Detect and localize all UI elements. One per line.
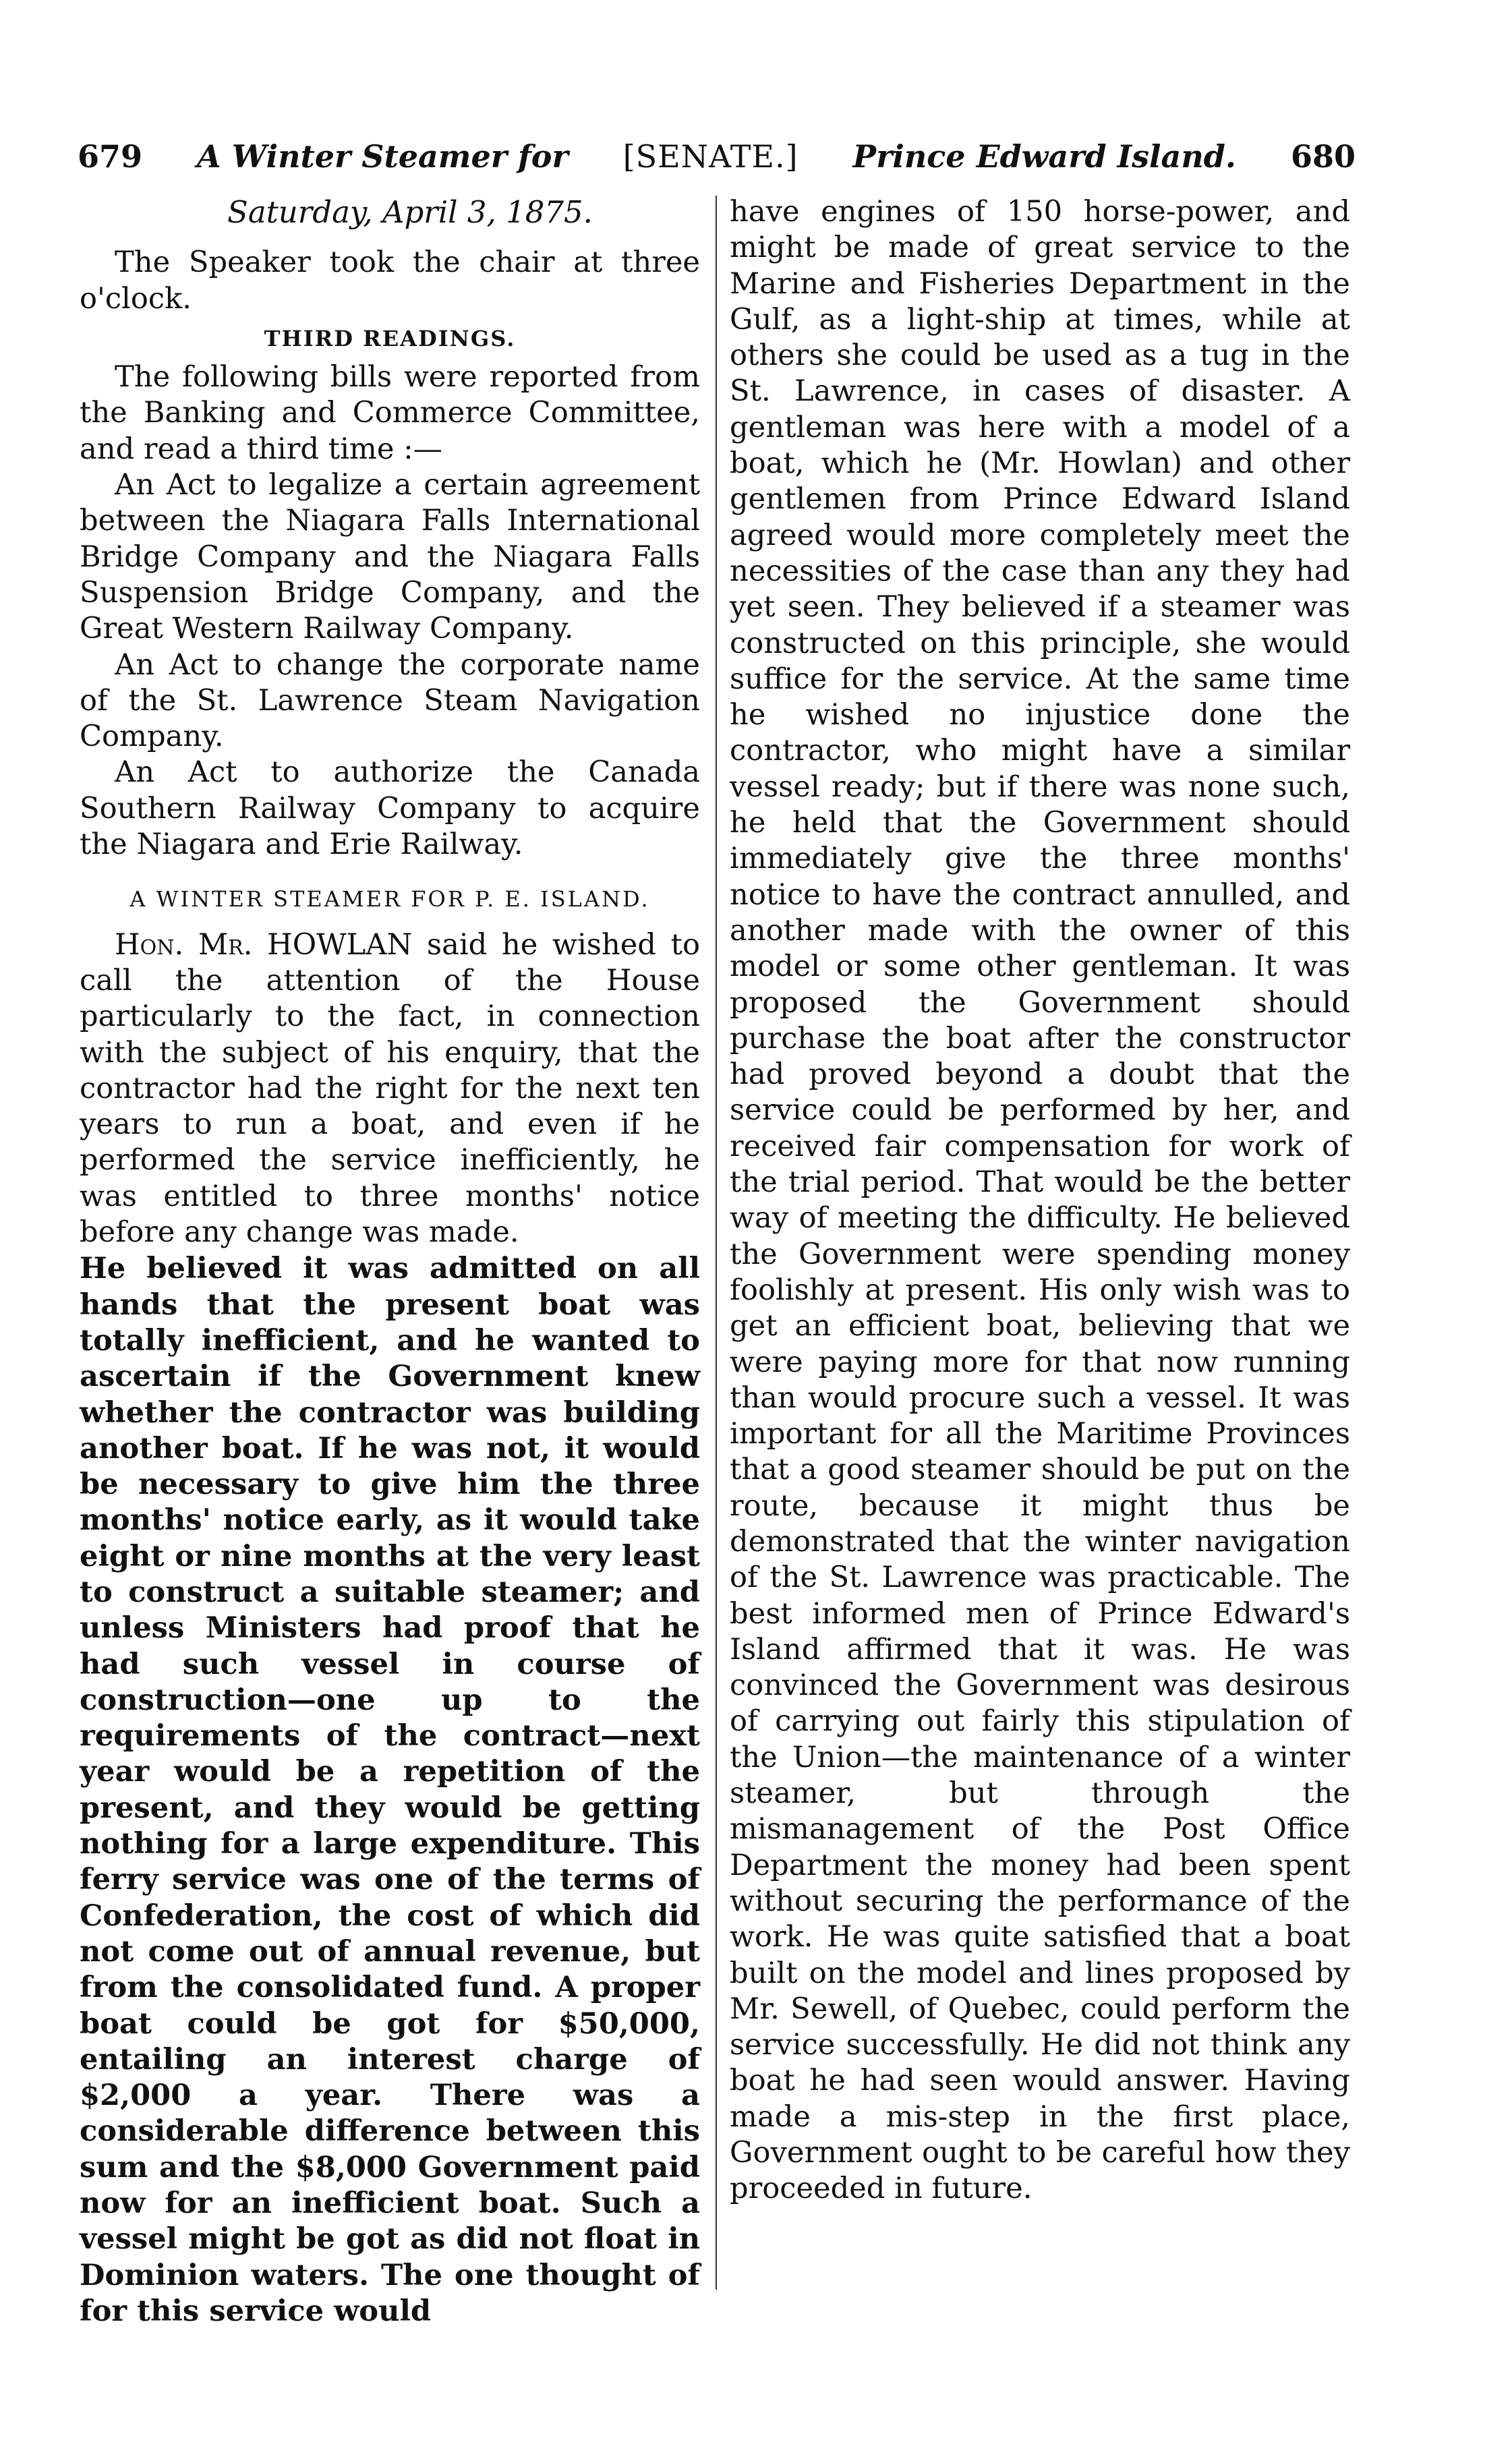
running-header	[78, 138, 1356, 185]
right-column	[730, 194, 1350, 2207]
left-column	[80, 194, 700, 2329]
paragraph-howlan-main: He believed it was admitted on all hands that the present boat was totally inefficient, and he wanted to ascertain if the Government knew whether the contractor was building another boat. If he was not, it would be necessary to give him the three months' notice early, as it would take eight or nine months at the very least to construct a suitable steamer; and unless Ministers had proof that he had such vessel in course of construction—one up to the requirements of the contract—next year would be a repetition of the present, and they would be getting nothing for a large expenditure. This ferry service was one of the terms of Confederation, the cost of which did not come out of annual revenue, but from the consolidated fund. A proper boat could be got for $50,000, entailing an interest charge of $2,000 a year. There was a considerable difference between this sum and the $8,000 Government paid now for an inefficient boat. Such a vessel might be got as did not float in Dominion waters. The one thought of for this service would	[80, 1251, 700, 2328]
paragraph-act-railway: An Act to authorize the Canada Southern Railway Company to acquire the Niagara and Erie Railway.	[80, 755, 700, 862]
paragraph-act-navigation: An Act to change the corporate name of the St. Lawrence Steam Navigation Company.	[80, 647, 700, 754]
paragraph-bills-reported: The following bills were reported from the Banking and Commerce Committee, and read a third time :—	[80, 360, 700, 466]
heading-winter-steamer: A WINTER STEAMER FOR P. E. ISLAND.	[129, 886, 650, 912]
heading-third-readings: THIRD READINGS.	[264, 325, 516, 351]
paragraph-act-bridge: An Act to legalize a certain agreement between the Niagara Falls International Bridge Company and the Niagara Falls Suspension Bridge Company, and the Great Western Railway Company.	[80, 468, 700, 646]
speaker-name: Hon. Mr. HOWLAN	[115, 927, 413, 962]
right-running-title: Prince Edward Island.	[852, 138, 1236, 175]
senate-title: [SENATE.]	[622, 138, 798, 175]
howlan-intro-text: said he wished to call the attention of the House particularly to the fact, in connection with the subject of his enquiry, that the contractor had the right for the next ten years to run a boat, and even if he performed the service inefficiently, he was entitled to three months' notice before any change was made.	[80, 927, 700, 1250]
left-page-number: 679	[78, 138, 143, 175]
right-page-number: 680	[1290, 138, 1356, 175]
left-running-title: A Winter Steamer for	[197, 138, 569, 175]
column-divider	[716, 196, 717, 2290]
paragraph-continuation: have engines of 150 horse-power, and might be made of great service to the Marine and Fisheries Department in the Gulf, as a light-ship at times, while at others she could be used as a tug in the St. Lawrence, in cases of disaster. A gentleman was here with a model of a boat, which he (Mr. Howlan) and other gentlemen from Prince Edward Island agreed would more completely meet the necessities of the case than any they had yet seen. They believed if a steamer was constructed on this principle, she would suffice for the service. At the same time he wished no injustice done the contractor, who might have a similar vessel ready; but if there was none such, he held that the Government should immediately give the three months' notice to have the contract annulled, and another made with the owner of this model or some other gentleman. It was proposed the Government should purchase the boat after the constructor had proved beyond a doubt that the service could be performed by her, and received fair compensation for work of the trial period. That would be the better way of meeting the difficulty. He believed the Government were spending money foolishly at present. His only wish was to get an efficient boat, believing that we were paying more for that now running than would procure such a vessel. It was important for all the Maritime Provinces that a good steamer should be put on the route, because it might thus be demonstrated that the winter navigation of the St. Lawrence was practicable. The best informed men of Prince Edward's Island affirmed that it was. He was convinced the Government was desirous of carrying out fairly this stipulation of the Union—the maintenance of a winter steamer, but through the mismanagement of the Post Office Department the money had been spent without securing the performance of the work. He was quite satisfied that a boat built on the model and lines proposed by Mr. Sewell, of Quebec, could perform the service successfully. He did not think any boat he had seen would answer. Having made a mis-step in the first place, Government ought to be careful how they proceeded in future.	[730, 195, 1350, 2206]
session-date: Saturday, April 3, 1875.	[227, 194, 593, 230]
paragraph-howlan-intro	[80, 927, 700, 1251]
paragraph-speaker: The Speaker took the chair at three o'clock.	[80, 245, 700, 316]
